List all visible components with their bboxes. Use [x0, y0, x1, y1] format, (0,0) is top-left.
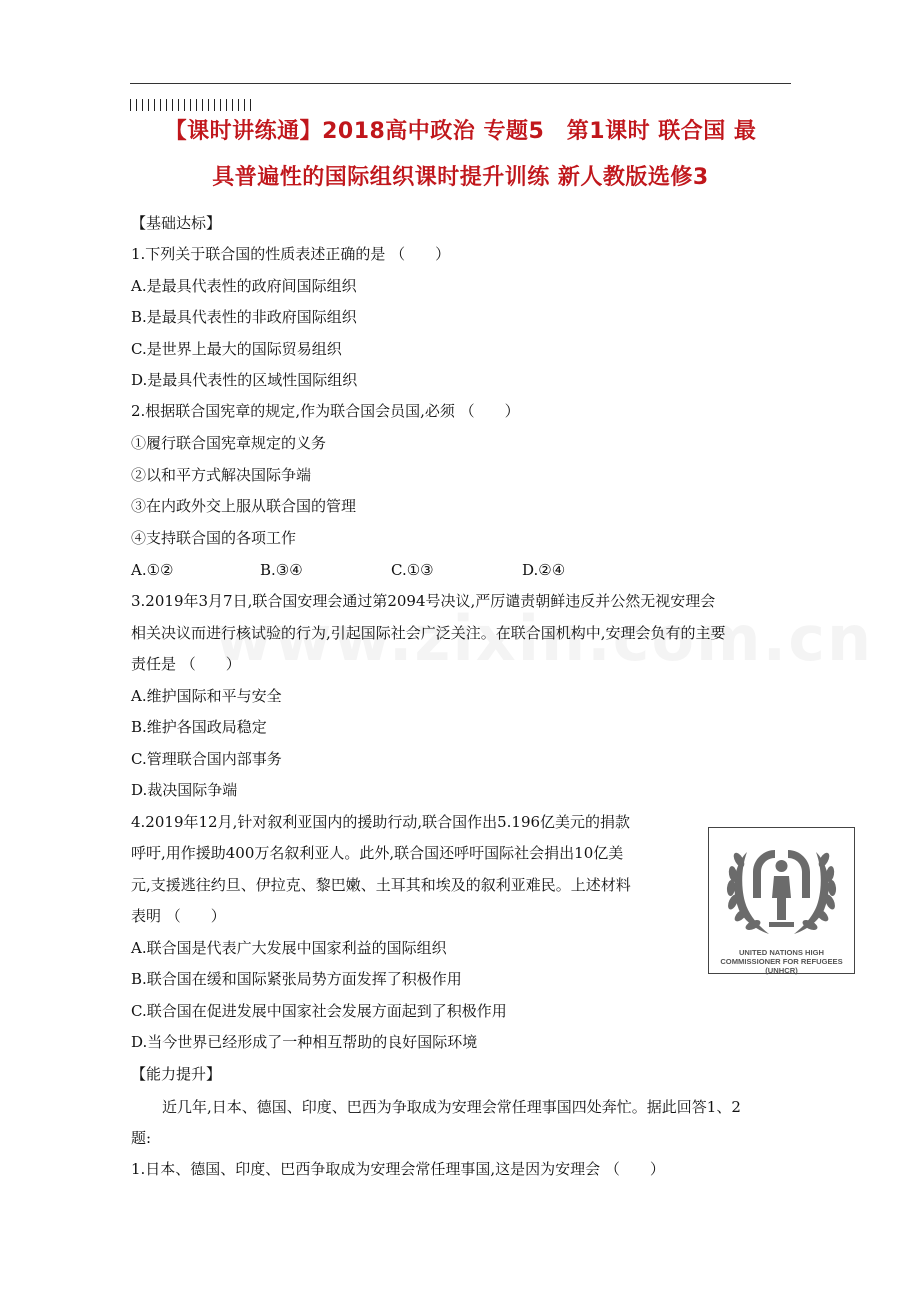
logo-caption-line-3: (UNHCR)	[765, 966, 798, 975]
q3-option-a: A.维护国际和平与安全	[131, 687, 282, 705]
q2-option-d: D.②④	[522, 561, 566, 579]
logo-caption-line-1: UNITED NATIONS HIGH	[738, 948, 825, 957]
q3-option-d: D.裁决国际争端	[131, 781, 238, 799]
document-title-line-2: 具普遍性的国际组织课时提升训练 新人教版选修3	[212, 165, 709, 190]
q2-option-b: B.③④	[260, 561, 303, 579]
q3-stem-line-3: 责任是 （ ）	[131, 655, 241, 673]
q4-option-b: B.联合国在缓和国际紧张局势方面发挥了积极作用	[131, 970, 462, 988]
q3-stem-line-2: 相关决议而进行核试验的行为,引起国际社会广泛关注。在联合国机构中,安理会负有的主要	[131, 624, 726, 642]
section-heading-ability: 【能力提升】	[131, 1065, 222, 1083]
q3-option-c: C.管理联合国内部事务	[131, 750, 282, 768]
q1-option-a: A.是最具代表性的政府间国际组织	[131, 277, 357, 295]
ability-intro-line-1: 近几年,日本、德国、印度、巴西为争取成为安理会常任理事国四处奔忙。据此回答1、2	[162, 1098, 741, 1116]
q4-stem-line-1: 4.2019年12月,针对叙利亚国内的援助行动,联合国作出5.196亿美元的捐款	[131, 813, 631, 831]
q4-option-c: C.联合国在促进发展中国家社会发展方面起到了积极作用	[131, 1002, 507, 1020]
q4-stem-line-3: 元,支援逃往约旦、伊拉克、黎巴嫩、土耳其和埃及的叙利亚难民。上述材料	[131, 876, 631, 894]
q1-stem: 1.下列关于联合国的性质表述正确的是 （ ）	[131, 245, 451, 263]
q4-stem-line-4: 表明 （ ）	[131, 907, 226, 925]
q2-item-1: ①履行联合国宪章规定的义务	[131, 434, 327, 452]
ability-q1-stem: 1.日本、德国、印度、巴西争取成为安理会常任理事国,这是因为安理会 （ ）	[131, 1160, 665, 1178]
q4-option-a: A.联合国是代表广大发展中国家利益的国际组织	[131, 939, 447, 957]
q2-option-a: A.①②	[131, 561, 174, 579]
q2-item-4: ④支持联合国的各项工作	[131, 529, 297, 547]
q1-option-c: C.是世界上最大的国际贸易组织	[131, 340, 342, 358]
q1-option-b: B.是最具代表性的非政府国际组织	[131, 308, 357, 326]
q4-option-d: D.当今世界已经形成了一种相互帮助的良好国际环境	[131, 1033, 478, 1051]
q1-option-d: D.是最具代表性的区域性国际组织	[131, 371, 358, 389]
q3-option-b: B.维护各国政局稳定	[131, 718, 267, 736]
q3-stem-line-1: 3.2019年3月7日,联合国安理会通过第2094号决议,严厉谴责朝鲜违反并公然无视安理会	[131, 592, 716, 610]
q2-item-3: ③在内政外交上服从联合国的管理	[131, 497, 357, 515]
logo-caption-line-2: COMMISSIONER FOR REFUGEES	[720, 957, 843, 966]
q2-option-c: C.①③	[391, 561, 434, 579]
header-rule	[130, 83, 791, 84]
ability-intro-line-2: 题:	[131, 1129, 152, 1147]
unhcr-logo-image	[708, 827, 855, 974]
section-heading-basic: 【基础达标】	[131, 214, 222, 232]
q2-item-2: ②以和平方式解决国际争端	[131, 466, 312, 484]
q4-stem-line-2: 呼吁,用作援助400万名叙利亚人。此外,联合国还呼吁国际社会捐出10亿美	[131, 844, 624, 862]
q2-stem: 2.根据联合国宪章的规定,作为联合国会员国,必须 （ ）	[131, 402, 520, 420]
document-title-line-1: 【课时讲练通】2018高中政治 专题5 第1课时 联合国 最	[164, 119, 757, 144]
